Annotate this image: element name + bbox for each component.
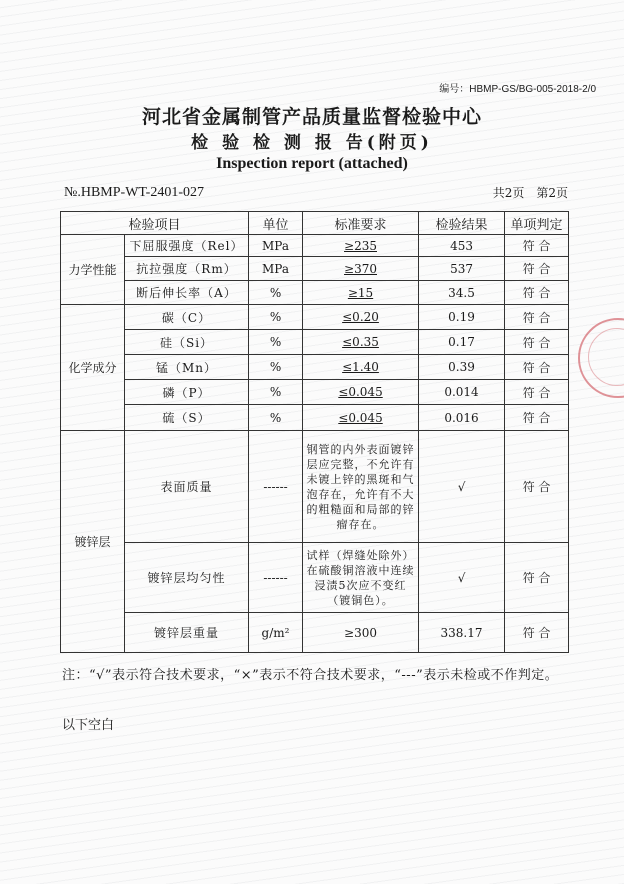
row-item: 抗拉强度（Rm）	[125, 257, 249, 281]
row-result: 0.39	[419, 355, 505, 380]
row-result: 0.014	[419, 380, 505, 405]
row-unit: MPa	[249, 235, 303, 257]
row-unit: g/m²	[249, 613, 303, 653]
row-item: 断后伸长率（A）	[125, 281, 249, 305]
header-verdict: 单项判定	[505, 212, 569, 235]
row-verdict: 符 合	[505, 305, 569, 330]
row-result: 34.5	[419, 281, 505, 305]
report-title-cn: 检 验 检 测 报 告(附页)	[191, 133, 433, 153]
table-row	[61, 235, 569, 257]
table-row	[61, 543, 569, 613]
row-item: 碳（C）	[125, 305, 249, 330]
row-verdict: 符 合	[505, 235, 569, 257]
row-unit: %	[249, 355, 303, 380]
organization-title: 河北省金属制管产品质量监督检验中心	[141, 106, 482, 128]
row-requirement: ≤0.35	[303, 330, 419, 355]
row-requirement: ≤0.20	[303, 305, 419, 330]
row-requirement: ≥235	[303, 235, 419, 257]
row-verdict: 符 合	[505, 543, 569, 613]
row-unit: %	[249, 405, 303, 431]
row-item: 镀锌层重量	[125, 613, 249, 653]
table-row	[61, 257, 569, 281]
row-result: 537	[419, 257, 505, 281]
row-verdict: 符 合	[505, 355, 569, 380]
row-item: 下屈服强度（Rel）	[125, 235, 249, 257]
row-verdict: 符 合	[505, 257, 569, 281]
table-row	[61, 355, 569, 380]
group-chemical: 化学成分	[61, 305, 125, 431]
row-result: 0.19	[419, 305, 505, 330]
row-verdict: 符 合	[505, 431, 569, 543]
row-verdict: 符 合	[505, 613, 569, 653]
group-mechanical: 力学性能	[61, 235, 125, 305]
row-unit: ------	[249, 431, 303, 543]
header-result: 检验结果	[419, 212, 505, 235]
row-item: 表面质量	[125, 431, 249, 543]
row-result: √	[419, 431, 505, 543]
document-number: 编号：HBMP-GS/BG-005-2018-2/0	[439, 84, 596, 95]
row-unit: %	[249, 305, 303, 330]
row-verdict: 符 合	[505, 330, 569, 355]
table-row	[61, 431, 569, 543]
row-requirement: ≥300	[303, 613, 419, 653]
table-row	[61, 405, 569, 431]
row-unit: ------	[249, 543, 303, 613]
table-header-row	[61, 212, 569, 235]
row-requirement: ≥15	[303, 281, 419, 305]
table-row	[61, 305, 569, 330]
legend-note: 注：“√”表示符合技术要求，“×”表示不符合技术要求，“---”表示未检或不作判定。	[62, 668, 559, 683]
row-requirement: 钢管的内外表面镀锌层应完整，不允许有未镀上锌的黑斑和气泡存在，允许有不大的粗糙面和局部的锌瘤存在。	[303, 431, 419, 543]
row-unit: %	[249, 330, 303, 355]
header-unit: 单位	[249, 212, 303, 235]
row-item: 锰（Mn）	[125, 355, 249, 380]
row-requirement: ≤0.045	[303, 380, 419, 405]
page-info: 共2页 第2页	[492, 186, 568, 200]
header-requirement: 标准要求	[303, 212, 419, 235]
row-verdict: 符 合	[505, 281, 569, 305]
row-unit: %	[249, 281, 303, 305]
table-row	[61, 330, 569, 355]
row-result: 338.17	[419, 613, 505, 653]
row-unit: %	[249, 380, 303, 405]
report-number: №.HBMP-WT-2401-027	[64, 185, 205, 200]
row-result: 0.17	[419, 330, 505, 355]
row-requirement: 试样（焊缝处除外）在硫酸铜溶液中连续浸渍5次应不变红（镀铜色）。	[303, 543, 419, 613]
row-requirement: ≤0.045	[303, 405, 419, 431]
seal-inner-ring	[588, 328, 624, 386]
header-item: 检验项目	[61, 212, 249, 235]
table-row	[61, 380, 569, 405]
row-verdict: 符 合	[505, 380, 569, 405]
row-result: √	[419, 543, 505, 613]
row-item: 镀锌层均匀性	[125, 543, 249, 613]
inspection-table	[60, 211, 569, 653]
blank-below-notice: 以下空白	[62, 718, 115, 733]
row-item: 磷（P）	[125, 380, 249, 405]
row-requirement: ≥370	[303, 257, 419, 281]
row-unit: MPa	[249, 257, 303, 281]
row-verdict: 符 合	[505, 405, 569, 431]
row-result: 0.016	[419, 405, 505, 431]
official-seal-icon	[578, 318, 624, 398]
table-row	[61, 281, 569, 305]
row-requirement: ≤1.40	[303, 355, 419, 380]
row-item: 硅（Si）	[125, 330, 249, 355]
table-row	[61, 613, 569, 653]
report-title-en: Inspection report (attached)	[216, 155, 408, 172]
row-result: 453	[419, 235, 505, 257]
row-item: 硫（S）	[125, 405, 249, 431]
group-galvanized: 镀锌层	[61, 431, 125, 653]
